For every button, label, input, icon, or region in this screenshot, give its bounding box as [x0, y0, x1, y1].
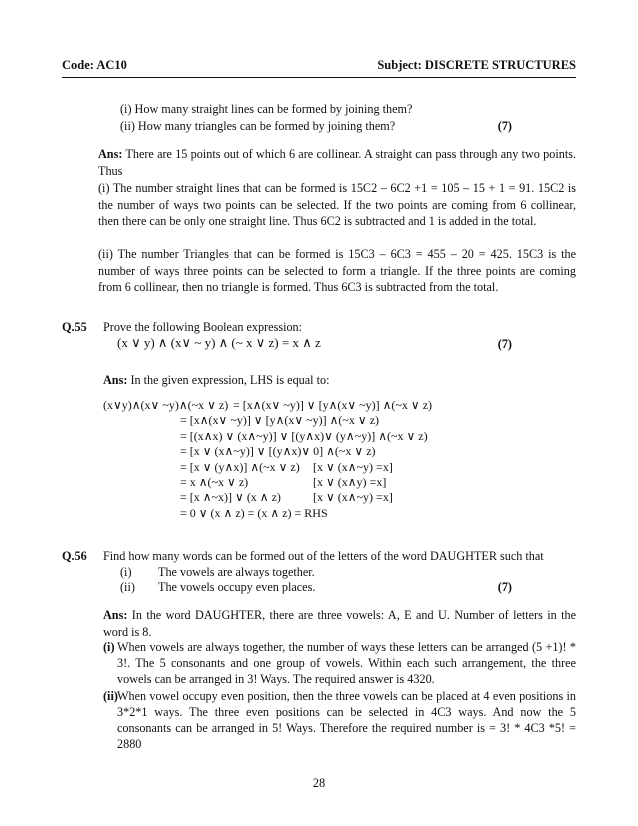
q54-part-ii: (ii) The number Triangles that can be formed is 15C3 – 6C3 = 455 – 20 = 425. 15C3 is the number of ways three points can be selected to form a triangle. If the three points are coming from 6 collinear, then no triangle is formed. Thus 6C3 is subtracted from the total.: [98, 247, 576, 294]
q54-sub-ii: (ii) How many triangles can be formed by joining them?: [120, 119, 396, 133]
q54-ans-intro: There are 15 points out of which 6 are collinear. A straight can pass through any two points. Thus: [98, 147, 576, 178]
q54-answer-intro: [98, 146, 576, 179]
q56-marks: (7): [497, 580, 512, 594]
q55-answer-line: [103, 373, 329, 388]
q56-sub-ii-label: (ii): [120, 580, 135, 594]
q54-sub-i: (i) How many straight lines can be formed by joining them?: [120, 102, 413, 116]
q55-ans-label: Ans:: [103, 373, 128, 387]
q56-part-ii-label: (ii): [103, 689, 118, 703]
proof-rhs: = [x∧(x∨ ~y)] ∨ [y∧(x∨ ~y)] ∧(~x ∨ z): [180, 413, 380, 428]
proof-rhs: = [x ∧~x)] ∨ (x ∧ z): [180, 490, 281, 505]
q56-answer-intro: [103, 607, 576, 640]
q55-question: Prove the following Boolean expression:: [103, 320, 303, 334]
q56-number: Q.56: [62, 549, 87, 563]
q56-sub-i-label: (i): [120, 565, 132, 579]
proof-rhs: = [x∧(x∨ ~y)] ∨ [y∧(x∨ ~y)] ∧(~x ∨ z): [233, 398, 433, 412]
q55-marks: (7): [497, 337, 512, 351]
q56-ans-text: In the word DAUGHTER, there are three vowels: A, E and U. Number of letters in the word is 8.: [103, 608, 576, 639]
q56-part-ii-text: When vowel occupy even position, then the three vowels can be placed at 4 even positions in 3*2*1 ways. The three even positions can be selected in 4C3 ways. And now the 5 consonants can be arranged in 5! Ways. Therefore the required number is = 3! * 4C3 *5! = 2880: [117, 689, 576, 751]
proof-rhs: = 0 ∨ (x ∧ z) = (x ∧ z) = RHS: [180, 505, 328, 520]
proof-rhs: = [(x∧x) ∨ (x∧~y)] ∨ [(y∧x)∨ (y∧~y)] ∧(~x ∨ z): [180, 428, 428, 443]
q56-part-i: [103, 639, 576, 687]
header-code: Code: AC10: [62, 58, 127, 72]
proof-note: [x ∨ (x∧~y) =x]: [313, 490, 393, 505]
proof-rhs: = [x ∨ (y∧x)] ∧(~x ∨ z): [180, 459, 300, 474]
q54-part-i: (i) The number straight lines that can be formed is 15C2 – 6C2 +1 = 105 – 15 + 1 = 91. 15C2 is the number of ways two points can be selected. If the two points are coming from 6 collinear, then there can be only one straight line. Thus 6C2 is subtracted and 1 is added in the total.: [98, 181, 576, 228]
q56-part-i-label: (i): [103, 640, 115, 654]
proof-lhs: (x∨y)∧(x∨ ~y)∧(~x ∨ z): [103, 398, 229, 412]
q56-sub-i: The vowels are always together.: [158, 565, 315, 579]
q56-sub-ii: The vowels occupy even places.: [158, 580, 316, 594]
q55-number: Q.55: [62, 320, 87, 334]
q54-marks: (7): [497, 119, 512, 133]
q55-expression: (x ∨ y) ∧ (x∨ ~ y) ∧ (~ x ∨ z) = x ∧ z: [117, 335, 321, 350]
header-subject: Subject: DISCRETE STRUCTURES: [377, 58, 576, 72]
header-rule: [62, 77, 576, 78]
proof-note: [x ∨ (x∧~y) =x]: [313, 459, 393, 474]
q55-ans-text: In the given expression, LHS is equal to:: [130, 373, 330, 387]
q54-ans-label: Ans:: [98, 147, 123, 161]
q56-question: Find how many words can be formed out of the letters of the word DAUGHTER such that: [103, 549, 544, 563]
proof-rhs: = [x ∨ (x∧~y)] ∨ [(y∧x)∨ 0] ∧(~x ∨ z): [180, 444, 376, 459]
proof-rhs: = x ∧(~x ∨ z): [180, 474, 249, 489]
proof-note: [x ∨ (x∧y) =x]: [313, 474, 387, 489]
q56-ans-label: Ans:: [103, 608, 128, 622]
page-number: 28: [312, 776, 326, 790]
q56-part-ii: [103, 688, 576, 752]
q56-part-i-text: When vowels are always together, the number of ways these letters can be arranged (5 +1)! * 3!. The 5 consonants and one group of vowels. Within each such arrangement, the three vowels can be arranged in 3! Ways. The required answer is 4320.: [117, 640, 576, 686]
